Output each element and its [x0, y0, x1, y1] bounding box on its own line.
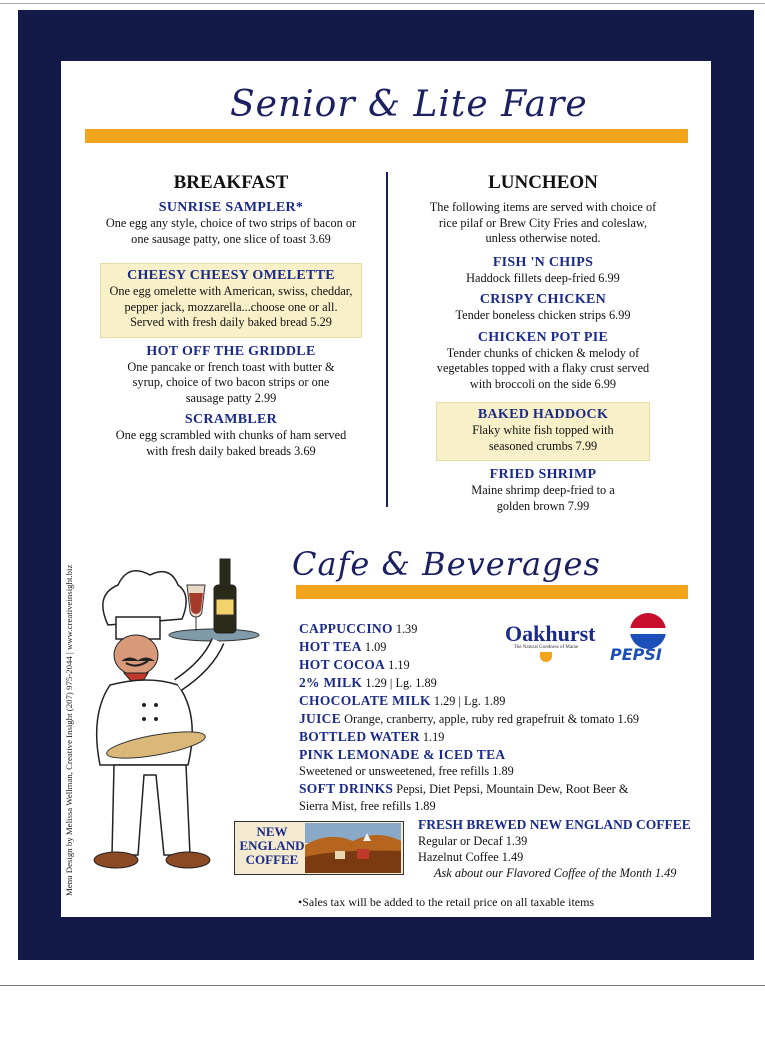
item-description: One egg omelette with American, swiss, cheddar, pepper jack, mozzarella...choose one or all. Served with fresh daily baked bread 5.29 — [109, 284, 353, 329]
beverage-list — [299, 620, 699, 815]
item-description: Haddock fillets deep-fried 6.99 — [466, 270, 620, 285]
item-description: One egg any style, choice of two strips of bacon or one sausage patty, one slice of toast 3.69 — [105, 216, 357, 246]
beverages-rule — [296, 585, 688, 599]
beverage-name: CHOCOLATE MILK — [299, 693, 431, 708]
oakhurst-tagline: The Natural Goodness of Maine — [513, 645, 579, 650]
item-name: CHICKEN POT PIE — [477, 329, 609, 345]
page-title: Senior & Lite Fare — [230, 84, 588, 125]
list-item — [299, 638, 699, 656]
menu-item — [428, 330, 658, 393]
oakhurst-wordmark: Oakhurst — [505, 621, 596, 646]
item-description: Tender chunks of chicken & melody of vegetables topped with a flaky crust served with broccoli on the side 6.99 — [436, 345, 650, 391]
list-item — [299, 656, 699, 674]
coffee-line: Hazelnut Coffee 1.49 — [418, 850, 524, 864]
item-description: Maine shrimp deep-fried to a golden brown 7.99 — [471, 483, 615, 513]
beverage-detail: 1.29 | Lg. 1.89 — [433, 694, 506, 708]
beverage-detail: 1.39 — [395, 622, 418, 636]
menu-item — [100, 344, 362, 407]
beverage-name: HOT TEA — [299, 639, 362, 654]
item-description: One pancake or french toast with butter & syrup, choice of two bacon strips or one sausage patty 2.99 — [127, 359, 335, 405]
column-divider — [386, 172, 388, 507]
beverage-detail: Sweetened or unsweetened, free refills 1.89 — [299, 764, 514, 778]
header-rule — [85, 129, 688, 143]
menu-item — [428, 255, 658, 287]
beverage-detail: Pepsi, Diet Pepsi, Mountain Dew, Root Beer & Sierra Mist, free refills 1.89 — [299, 782, 629, 813]
pepsi-wordmark: PEPSI — [610, 645, 662, 664]
tax-note: •Sales tax will be added to the retail price on all taxable items — [298, 895, 595, 909]
list-item — [299, 746, 699, 780]
coffee-section — [418, 817, 708, 881]
item-name: HOT OFF THE GRIDDLE — [146, 343, 316, 359]
list-item — [299, 728, 699, 746]
beverage-name: JUICE — [299, 711, 342, 726]
featured-item — [100, 263, 362, 338]
item-description: Flaky white fish topped with seasoned crumbs 7.99 — [472, 423, 614, 453]
coffee-note: Ask about our Flavored Coffee of the Month 1.49 — [434, 866, 677, 880]
list-item — [299, 710, 699, 728]
beverage-detail: 1.19 — [422, 730, 445, 744]
item-description: One egg scrambled with chunks of ham served with fresh daily baked breads 3.69 — [115, 428, 347, 458]
beverage-name: 2% MILK — [299, 675, 363, 690]
beverage-name: SOFT DRINKS — [299, 781, 394, 796]
menu-item — [100, 412, 362, 459]
coffee-line: Regular or Decaf 1.39 — [418, 834, 528, 848]
luncheon-heading: LUNCHEON — [488, 172, 598, 193]
beverage-detail: 1.19 — [388, 658, 410, 672]
item-name: FISH 'N CHIPS — [492, 254, 594, 270]
beverage-name: PINK LEMONADE & ICED TEA — [299, 747, 506, 762]
beverage-detail: 1.29 | Lg. 1.89 — [365, 676, 437, 690]
breakfast-heading: BREAKFAST — [173, 172, 289, 193]
design-credit: Menu Design by Melissa Wellman, Creative Insight (207) 975-2044 | www.creativeinsight.biz — [64, 564, 74, 896]
item-name: CRISPY CHICKEN — [479, 292, 607, 307]
scan-line-bottom — [0, 985, 765, 986]
item-description: Tender boneless chicken strips 6.99 — [455, 308, 631, 322]
new-england-coffee-logo — [234, 821, 404, 875]
coffee-logo-text — [239, 825, 305, 867]
item-name: SCRAMBLER — [184, 412, 278, 427]
item-name: CHEESY CHEESY OMELETTE — [127, 268, 335, 283]
landscape-icon — [305, 823, 401, 873]
menu-item — [428, 292, 658, 324]
beverage-name: CAPPUCCINO — [299, 621, 393, 636]
coffee-logo-line: ENGLAND — [239, 838, 305, 853]
featured-item — [436, 402, 650, 461]
beverage-name: BOTTLED WATER — [299, 729, 420, 744]
item-name: FRIED SHRIMP — [489, 467, 597, 482]
beverage-detail: 1.09 — [364, 640, 387, 654]
coffee-logo-line: COFFEE — [245, 852, 299, 867]
breakfast-section — [100, 172, 362, 459]
luncheon-intro: The following items are served with choice of rice pilaf or Brew City Fries and coleslaw, unless otherwise noted. — [429, 200, 657, 245]
menu-item — [100, 200, 362, 247]
item-name: BAKED HADDOCK — [477, 407, 609, 422]
beverages-title: Cafe & Beverages — [292, 545, 601, 583]
coffee-heading: FRESH BREWED NEW ENGLAND COFFEE — [418, 817, 691, 832]
luncheon-section — [428, 172, 658, 514]
beverage-detail: Orange, cranberry, apple, ruby red grapefruit & tomato 1.69 — [344, 712, 639, 726]
beverage-name: HOT COCOA — [299, 657, 386, 672]
list-item — [299, 620, 699, 638]
list-item — [299, 692, 699, 710]
list-item — [299, 780, 649, 815]
coffee-logo-line: NEW — [256, 824, 288, 839]
scan-line-top — [0, 3, 765, 4]
list-item — [299, 674, 699, 692]
item-name: SUNRISE SAMPLER* — [158, 200, 304, 215]
menu-item — [428, 467, 658, 514]
